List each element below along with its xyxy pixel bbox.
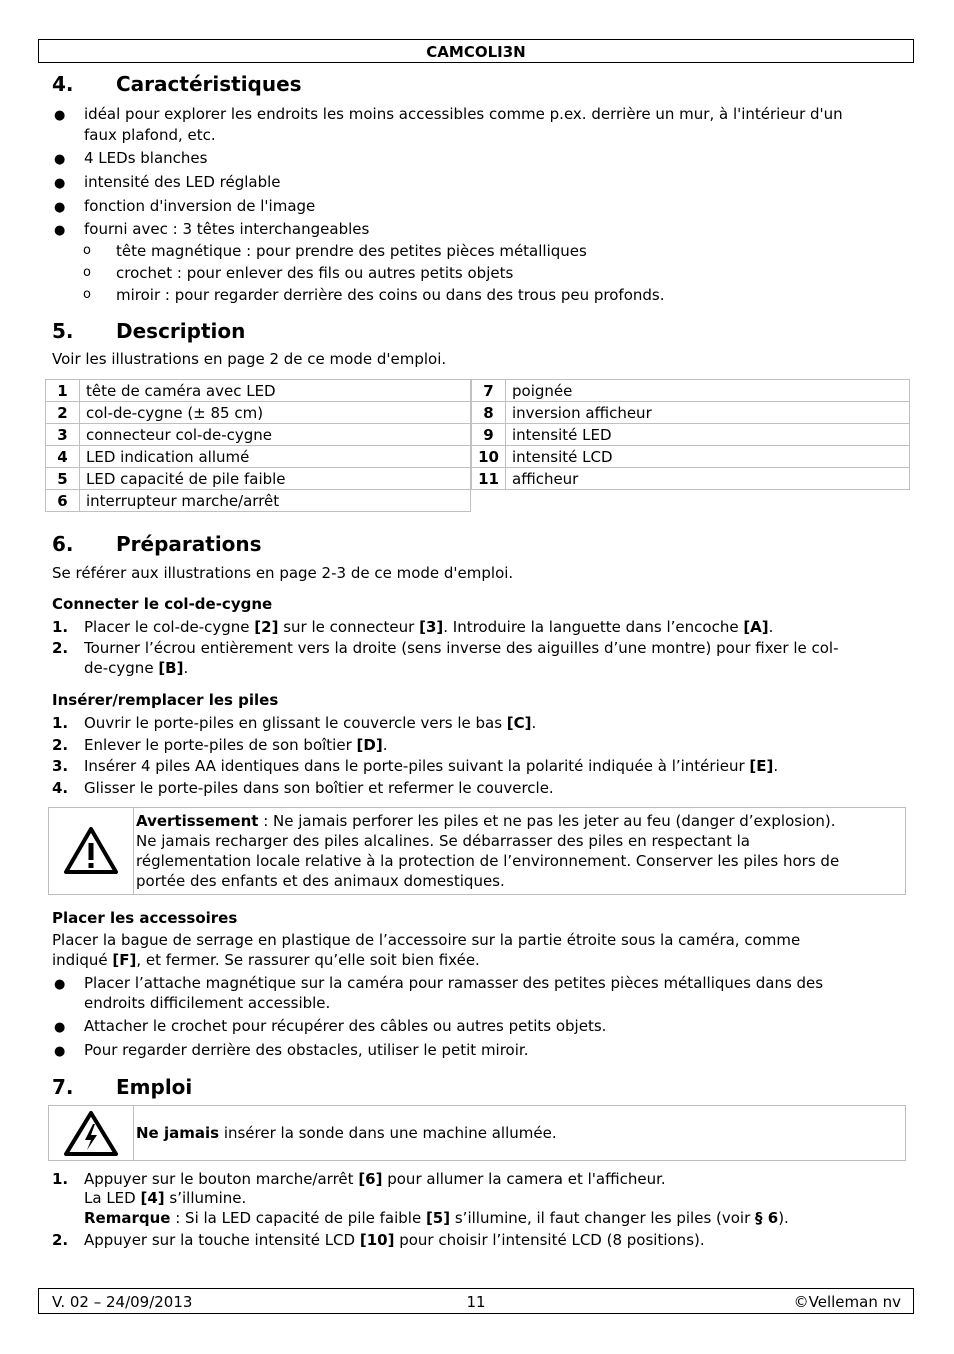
part-number: 1 xyxy=(46,380,80,402)
circle-bullet-icon: o xyxy=(83,265,91,280)
parts-row xyxy=(46,468,471,490)
page-footer xyxy=(38,1288,914,1314)
parts-row xyxy=(472,402,910,424)
bullet-icon: ● xyxy=(54,223,66,238)
parts-row xyxy=(46,402,471,424)
parts-table-left xyxy=(45,379,471,512)
feature-4: fonction d'inversion de l'image xyxy=(84,197,316,215)
batteries-step-4: Glisser le porte-piles dans son boîtier et refermer le couvercle. xyxy=(84,779,554,797)
bullet-icon: ● xyxy=(54,1044,66,1059)
feature-5: fourni avec : 3 têtes interchangeables xyxy=(84,220,370,238)
step-number: 2. xyxy=(52,639,69,657)
part-number: 2 xyxy=(46,402,80,424)
warning-text-batteries: Avertissement : Ne jamais perforer les piles et ne pas les jeter au feu (danger d’explosion). Ne jamais recharger des piles alcalines. Se débarrasser des piles en respectant la réglementation locale relative à la protection de l’environnement. Conserver les piles hors de portée des enfants et des animaux domestiques. xyxy=(136,812,840,890)
feature-3: intensité des LED réglable xyxy=(84,173,281,191)
accessories-para-line2: indiqué [F], et fermer. Se rassurer qu’elle soit bien fixée. xyxy=(52,951,480,969)
page-number: 11 xyxy=(466,1293,486,1311)
part-number: 6 xyxy=(46,490,80,512)
bullet-icon: ● xyxy=(54,152,66,167)
usage-step-1-line2: La LED [4] s’illumine. xyxy=(84,1189,247,1207)
accessories-para-line1: Placer la bague de serrage en plastique de l’accessoire sur la partie étroite sous la caméra, comme xyxy=(52,931,801,949)
electric-hazard-icon xyxy=(63,1110,119,1158)
step-number: 4. xyxy=(52,779,69,797)
parts-row xyxy=(472,380,910,402)
version-date: V. 02 – 24/09/2013 xyxy=(52,1293,193,1311)
usage-step-2: Appuyer sur la touche intensité LCD [10] pour choisir l’intensité LCD (8 positions). xyxy=(84,1231,705,1249)
page-header xyxy=(38,39,914,63)
parts-row xyxy=(46,424,471,446)
parts-row xyxy=(46,446,471,468)
parts-table-right xyxy=(471,379,910,490)
parts-row xyxy=(472,468,910,490)
step-number: 1. xyxy=(52,1170,69,1188)
part-number: 9 xyxy=(472,424,506,446)
warning-text-electric: Ne jamais insérer la sonde dans une machine allumée. xyxy=(136,1124,557,1142)
model-name: CAMCOLI3N xyxy=(426,43,526,61)
part-number: 4 xyxy=(46,446,80,468)
bullet-icon: ● xyxy=(54,977,66,992)
section-6-intro: Se référer aux illustrations en page 2-3 de ce mode d'emploi. xyxy=(52,564,514,582)
part-label: inversion afficheur xyxy=(506,402,910,424)
copyright: ©Velleman nv xyxy=(793,1293,901,1311)
part-label: interrupteur marche/arrêt xyxy=(80,490,471,512)
warning-icon-cell xyxy=(49,808,134,894)
connect-subheading: Connecter le col-de-cygne xyxy=(52,595,273,613)
accessories-bullet-2: Attacher le crochet pour récupérer des câbles ou autres petits objets. xyxy=(84,1017,607,1035)
feature-sub-3: miroir : pour regarder derrière des coins ou dans des trous peu profonds. xyxy=(116,286,665,304)
feature-sub-2: crochet : pour enlever des fils ou autres petits objets xyxy=(116,264,514,282)
accessories-bullet-1-line1: Placer l’attache magnétique sur la caméra pour ramasser des petites pièces métalliques dans des xyxy=(84,974,824,992)
accessories-bullet-3: Pour regarder derrière des obstacles, utiliser le petit miroir. xyxy=(84,1041,529,1059)
bullet-icon: ● xyxy=(54,108,66,123)
batteries-step-3: Insérer 4 piles AA identiques dans le porte-piles suivant la polarité indiquée à l’intérieur [E]. xyxy=(84,757,779,775)
usage-step-1-line1: Appuyer sur le bouton marche/arrêt [6] pour allumer la camera et l'afficheur. xyxy=(84,1170,666,1188)
bullet-icon: ● xyxy=(54,1020,66,1035)
parts-row xyxy=(46,380,471,402)
feature-sub-1: tête magnétique : pour prendre des petites pièces métalliques xyxy=(116,242,587,260)
warning-icon-cell xyxy=(49,1106,134,1160)
step-number: 3. xyxy=(52,757,69,775)
connect-step-1: Placer le col-de-cygne [2] sur le connecteur [3]. Introduire la languette dans l’encoche [A]. xyxy=(84,618,774,636)
accessories-subheading: Placer les accessoires xyxy=(52,909,238,927)
part-number: 7 xyxy=(472,380,506,402)
parts-row xyxy=(472,446,910,468)
part-number: 8 xyxy=(472,402,506,424)
circle-bullet-icon: o xyxy=(83,243,91,258)
part-label: connecteur col-de-cygne xyxy=(80,424,471,446)
warning-box-electric xyxy=(48,1105,906,1161)
step-number: 1. xyxy=(52,714,69,732)
feature-2: 4 LEDs blanches xyxy=(84,149,208,167)
part-number: 5 xyxy=(46,468,80,490)
batteries-subheading: Insérer/remplacer les piles xyxy=(52,691,279,709)
part-label: col-de-cygne (± 85 cm) xyxy=(80,402,471,424)
usage-step-1-remark: Remarque : Si la LED capacité de pile faible [5] s’illumine, il faut changer les piles (voir § 6). xyxy=(84,1209,789,1227)
part-label: poignée xyxy=(506,380,910,402)
accessories-bullet-1-line2: endroits difficilement accessible. xyxy=(84,994,331,1012)
part-label: LED indication allumé xyxy=(80,446,471,468)
warning-box-batteries xyxy=(48,807,906,895)
warning-triangle-icon xyxy=(63,826,119,876)
part-label: LED capacité de pile faible xyxy=(80,468,471,490)
parts-row xyxy=(46,490,471,512)
part-label: tête de caméra avec LED xyxy=(80,380,471,402)
batteries-step-2: Enlever le porte-piles de son boîtier [D]. xyxy=(84,736,388,754)
section-5-intro: Voir les illustrations en page 2 de ce mode d'emploi. xyxy=(52,350,447,368)
connect-step-2-line2: de-cygne [B]. xyxy=(84,659,189,677)
parts-row xyxy=(472,424,910,446)
part-label: afficheur xyxy=(506,468,910,490)
part-label: intensité LED xyxy=(506,424,910,446)
bullet-icon: ● xyxy=(54,176,66,191)
part-number: 10 xyxy=(472,446,506,468)
part-number: 11 xyxy=(472,468,506,490)
bullet-icon: ● xyxy=(54,200,66,215)
part-label: intensité LCD xyxy=(506,446,910,468)
step-number: 2. xyxy=(52,736,69,754)
step-number: 2. xyxy=(52,1231,69,1249)
feature-1-line1: idéal pour explorer les endroits les moins accessibles comme p.ex. derrière un mur, à l'intérieur d'un xyxy=(84,105,843,123)
batteries-step-1: Ouvrir le porte-piles en glissant le couvercle vers le bas [C]. xyxy=(84,714,537,732)
part-number: 3 xyxy=(46,424,80,446)
feature-1-line2: faux plafond, etc. xyxy=(84,126,216,144)
circle-bullet-icon: o xyxy=(83,287,91,302)
connect-step-2-line1: Tourner l’écrou entièrement vers la droite (sens inverse des aiguilles d’une montre) pour fixer le col- xyxy=(84,639,839,657)
step-number: 1. xyxy=(52,618,69,636)
